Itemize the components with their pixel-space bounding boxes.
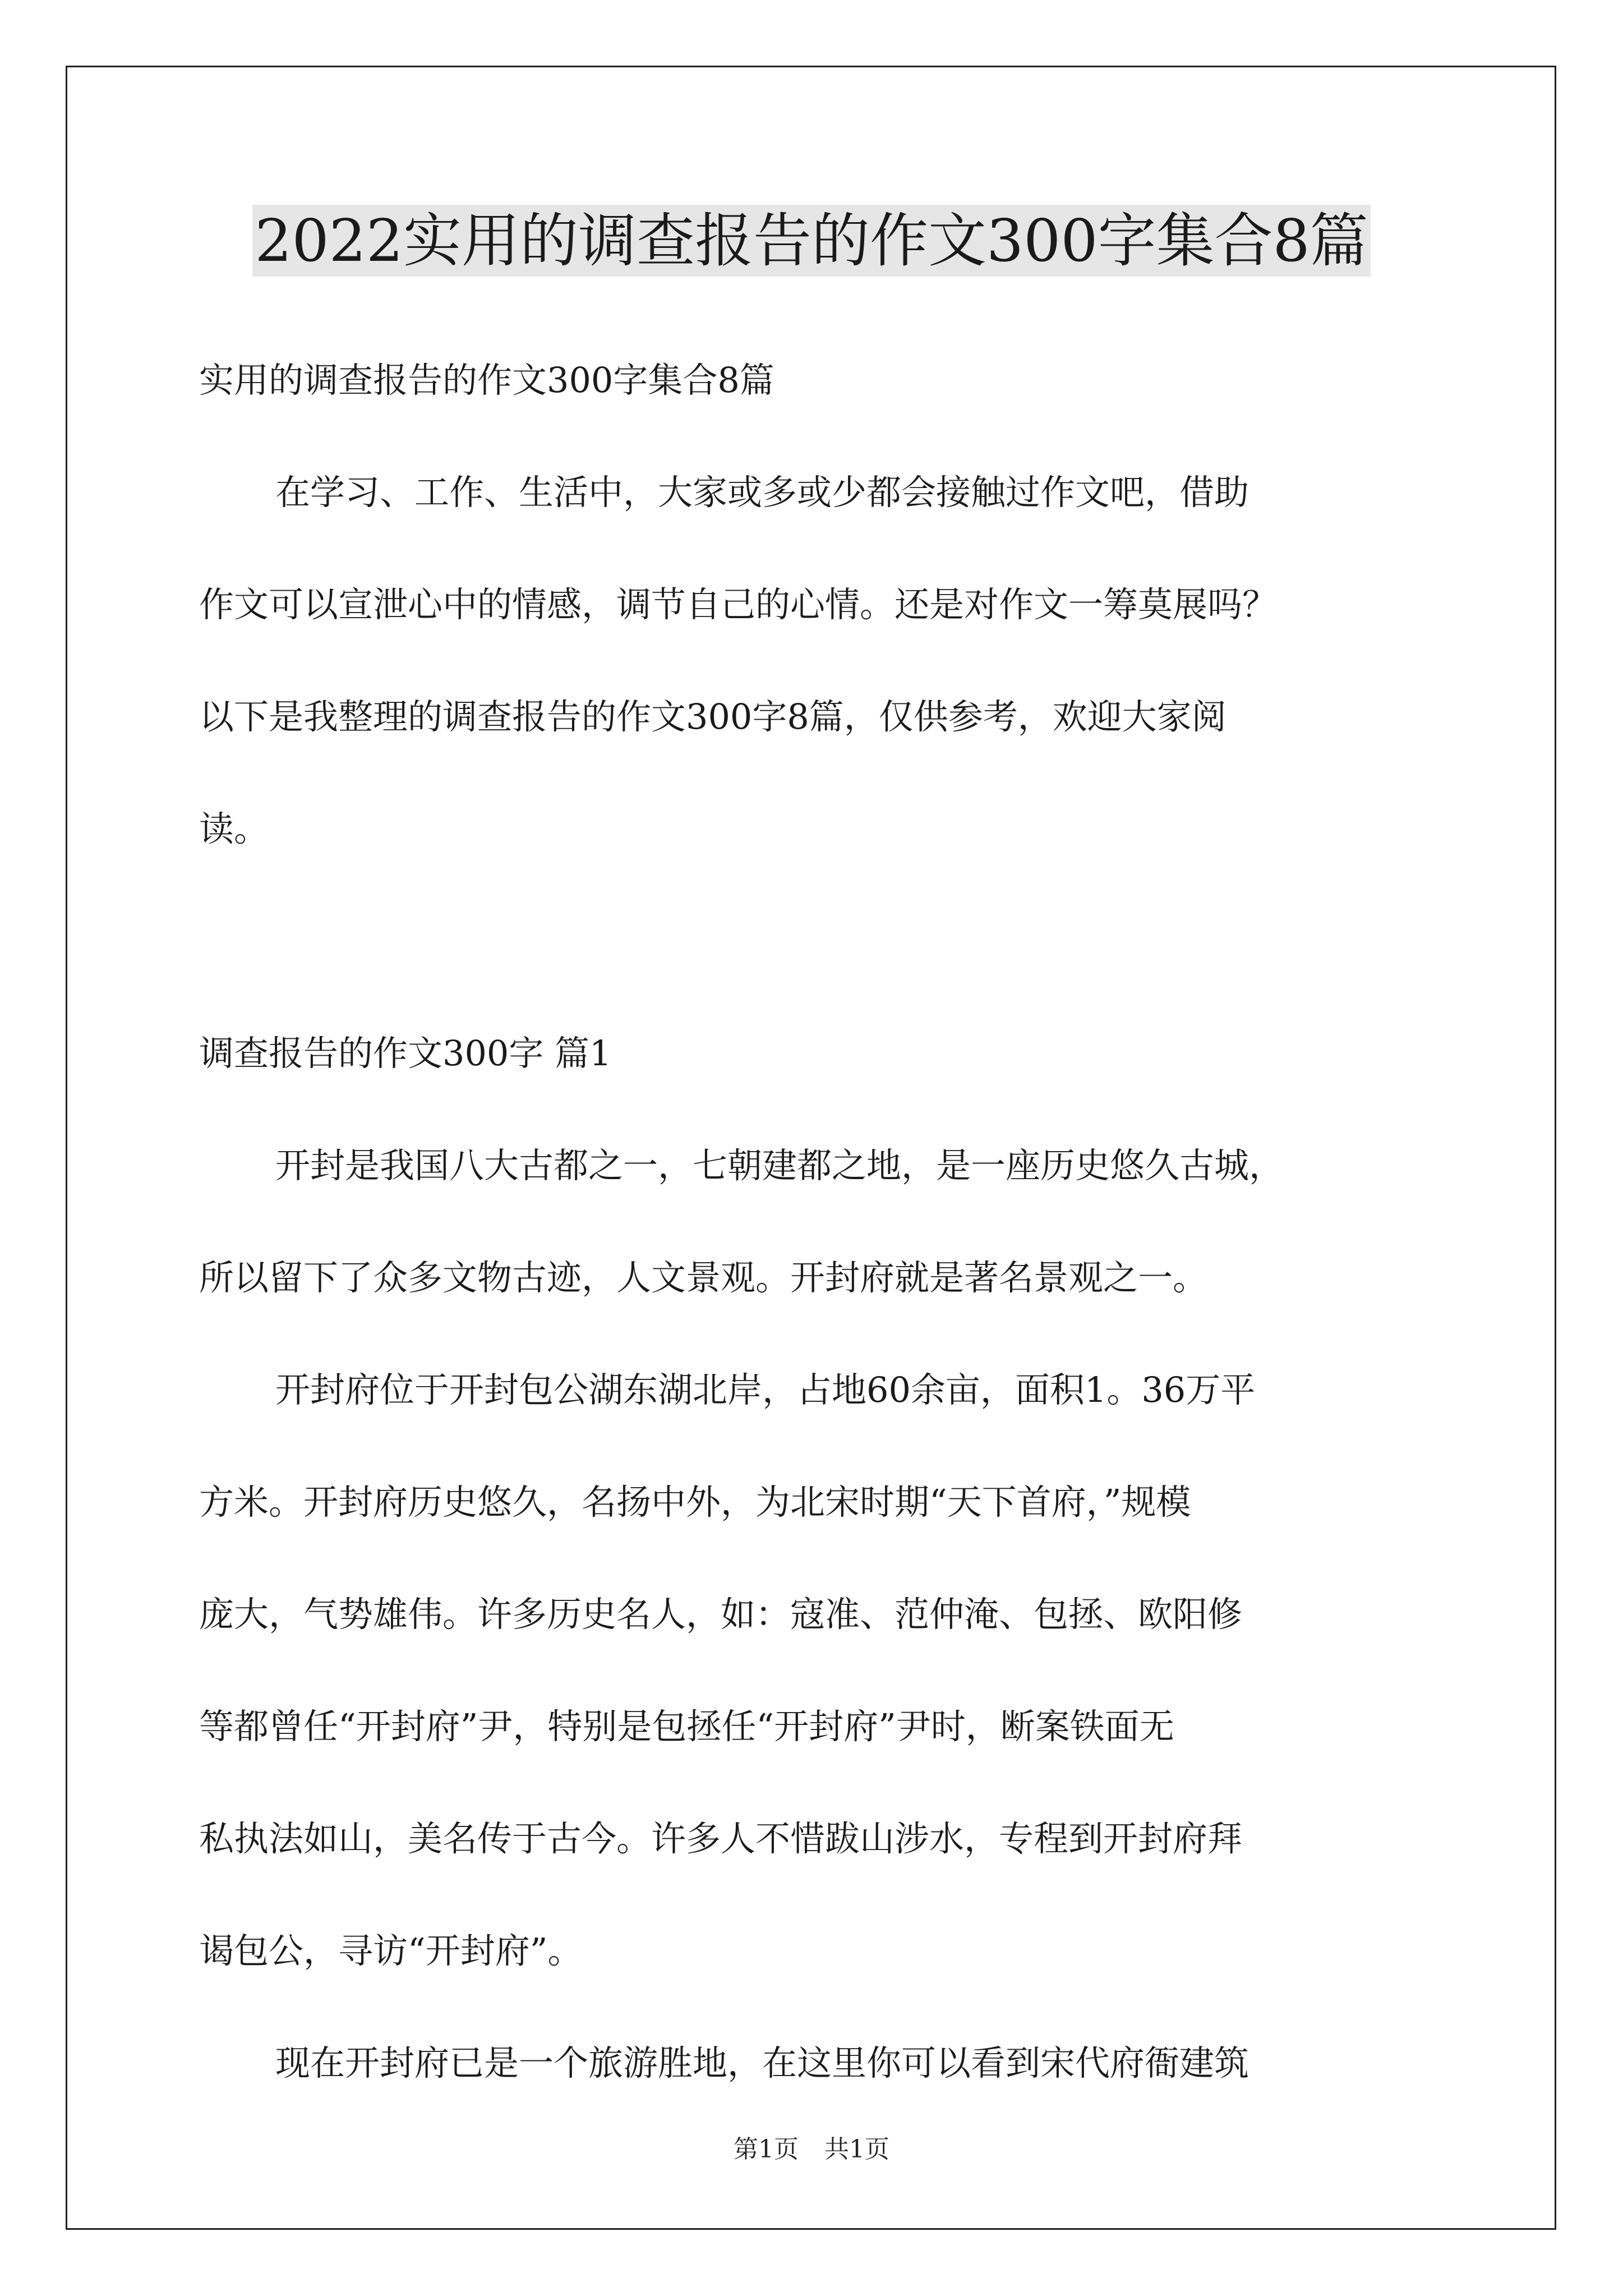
section-heading: 调查报告的作文300字 篇1 bbox=[199, 1033, 612, 1074]
intro-line: 在学习、工作、生活中，大家或多或少都会接触过作文吧，借助 bbox=[275, 472, 1249, 513]
paragraph-line: 方米。开封府历史悠久，名扬中外，为北宋时期“天下首府，”规模 bbox=[199, 1481, 1191, 1522]
page-number: 第1页 bbox=[734, 2135, 799, 2164]
intro-line: 作文可以宣泄心中的情感，调节自己的心情。还是对作文一筹莫展吗？ bbox=[199, 584, 1278, 625]
paragraph-line: 所以留下了众多文物古迹，人文景观。开封府就是著名景观之一。 bbox=[199, 1257, 1208, 1298]
paragraph-line: 庞大，气势雄伟。许多历史名人，如：寇准、范仲淹、包拯、欧阳修 bbox=[199, 1594, 1243, 1635]
page-footer bbox=[0, 2129, 1623, 2165]
document-body bbox=[199, 324, 1427, 885]
section-one bbox=[199, 997, 1427, 2119]
page-total: 共1页 bbox=[824, 2135, 889, 2164]
intro-line: 读。 bbox=[199, 808, 269, 849]
paragraph-line: 私执法如山，美名传于古今。许多人不惜跋山涉水，专程到开封府拜 bbox=[199, 1818, 1243, 1859]
intro-line: 以下是我整理的调查报告的作文300字8篇，仅供参考，欢迎大家阅 bbox=[199, 696, 1227, 737]
paragraph-line: 开封是我国八大古都之一，七朝建都之地，是一座历史悠久古城， bbox=[275, 1145, 1284, 1186]
title-area bbox=[0, 205, 1623, 277]
document-title: 2022实用的调查报告的作文300字集合8篇 bbox=[252, 205, 1370, 277]
paragraph-line: 谒包公，寻访“开封府”。 bbox=[199, 1930, 583, 1971]
document-subtitle: 实用的调查报告的作文300字集合8篇 bbox=[199, 360, 774, 401]
paragraph-line: 现在开封府已是一个旅游胜地，在这里你可以看到宋代府衙建筑 bbox=[275, 2042, 1249, 2083]
paragraph-line: 开封府位于开封包公湖东湖北岸，占地60余亩，面积1。36万平 bbox=[275, 1369, 1256, 1410]
paragraph-line: 等都曾任“开封府”尹，特别是包拯任“开封府”尹时，断案铁面无 bbox=[199, 1706, 1174, 1747]
